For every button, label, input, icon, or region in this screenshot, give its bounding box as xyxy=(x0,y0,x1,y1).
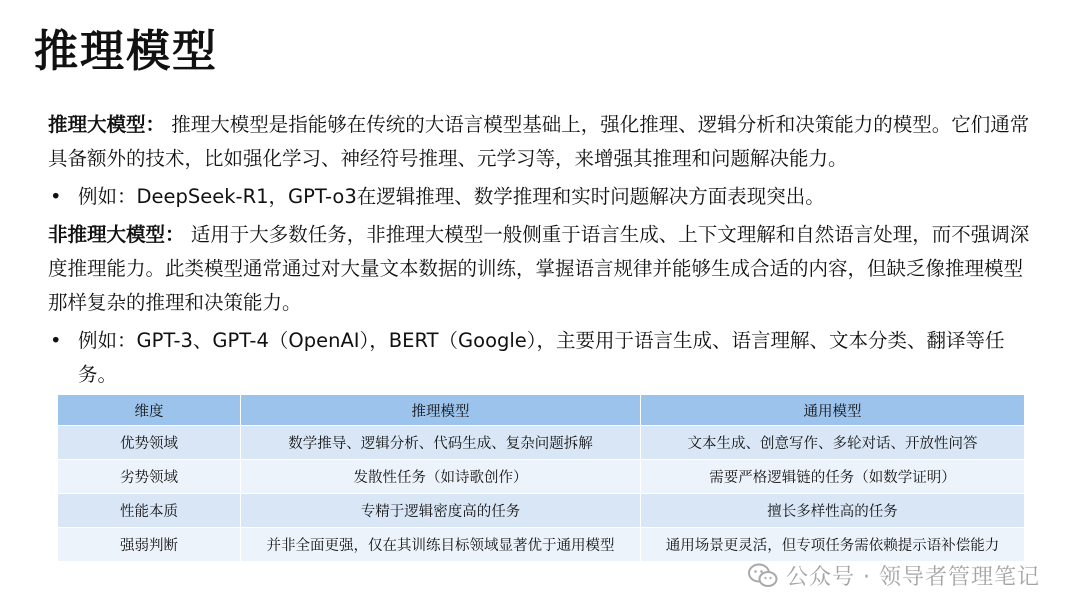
table-cell: 通用场景更灵活，但专项任务需依赖提示语补偿能力 xyxy=(641,528,1025,562)
table-header-cell: 维度 xyxy=(58,395,241,426)
table-cell: 劣势领域 xyxy=(58,460,241,494)
section-reasoning-model xyxy=(48,108,1038,176)
table-row xyxy=(58,494,1025,528)
section-term: 推理大模型： xyxy=(48,113,166,136)
watermark-text: 公众号 · 领导者管理笔记 xyxy=(786,565,1040,590)
bullet-dot: • xyxy=(50,329,62,352)
bullet-dot: • xyxy=(50,185,62,208)
section-non-reasoning-model xyxy=(48,218,1038,320)
table-row xyxy=(58,426,1025,460)
bullet-text: 例如：DeepSeek-R1，GPT-o3在逻辑推理、数学推理和实时问题解决方面表现突出。 xyxy=(78,185,825,208)
bullet-item xyxy=(48,324,1038,392)
watermark xyxy=(748,560,1040,591)
table-cell: 擅长多样性高的任务 xyxy=(641,494,1025,528)
page-title: 推理模型 xyxy=(34,26,218,77)
section-text: 推理大模型是指能够在传统的大语言模型基础上，强化推理、逻辑分析和决策能力的模型。它们通常具备额外的技术，比如强化学习、神经符号推理、元学习等，来增强其推理和问题解决能力。 xyxy=(48,113,1030,170)
table-cell: 数学推导、逻辑分析、代码生成、复杂问题拆解 xyxy=(241,426,641,460)
table-header-cell: 通用模型 xyxy=(641,395,1025,426)
table-cell: 强弱判断 xyxy=(58,528,241,562)
comparison-table-wrapper xyxy=(57,394,1024,562)
bullet-item xyxy=(48,180,1038,214)
table-cell: 性能本质 xyxy=(58,494,241,528)
table-header-cell: 推理模型 xyxy=(241,395,641,426)
section-term: 非推理大模型： xyxy=(48,223,185,246)
table-header-row xyxy=(58,395,1025,426)
table-cell: 发散性任务（如诗歌创作） xyxy=(241,460,641,494)
table-cell: 文本生成、创意写作、多轮对话、开放性问答 xyxy=(641,426,1025,460)
bullet-text: 例如：GPT-3、GPT-4（OpenAI），BERT（Google），主要用于语言生成、语言理解、文本分类、翻译等任务。 xyxy=(78,329,1005,386)
table-cell: 需要严格逻辑链的任务（如数学证明） xyxy=(641,460,1025,494)
section-text: 适用于大多数任务，非推理大模型一般侧重于语言生成、上下文理解和自然语言处理，而不强调深度推理能力。此类模型通常通过对大量文本数据的训练，掌握语言规律并能够生成合适的内容，但缺乏像推理模型那样复杂的推理和决策能力。 xyxy=(48,223,1030,314)
table-cell: 并非全面更强，仅在其训练目标领域显著优于通用模型 xyxy=(241,528,641,562)
table-cell: 优势领域 xyxy=(58,426,241,460)
comparison-table xyxy=(57,394,1025,562)
table-row xyxy=(58,528,1025,562)
table-row xyxy=(58,460,1025,494)
content-area xyxy=(48,108,1038,396)
wechat-icon xyxy=(748,563,778,589)
table-cell: 专精于逻辑密度高的任务 xyxy=(241,494,641,528)
